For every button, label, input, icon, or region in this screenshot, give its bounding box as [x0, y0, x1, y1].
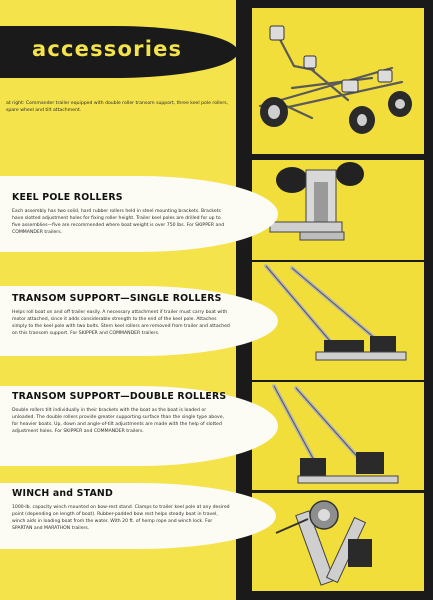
transom-double-rollers-heading: TRANSOM SUPPORT—DOUBLE ROLLERS [12, 391, 227, 402]
winch-illustration [252, 493, 424, 591]
keel-pole-rollers-photo [252, 160, 424, 260]
transom-single-rollers-text: Helps roll boat on and off trailer easily. A necessary attachment if trailer must carry boat with motor attached, since it adds considerable strength to the end of the keel pole. Attaches simply to the keel pole with two bolts. Stern keel rollers are removed from trailer and attached on this transom support. For SKIPPER and COMMANDER trailers. [12, 310, 230, 336]
keel-pole-rollers-text: Each assembly has two solid, hard rubber rollers held in steel mounting brackets. Brackets have slotted adjustment holes for fixing roller height. Trailer keel poles are drilled for up to five assemblies—five are recommended where boat weight is over 750 lbs. For SKIPPER and COMMANDER trailers. [12, 209, 225, 235]
double-roller-illustration [252, 382, 424, 490]
winch-and-stand-heading: WINCH and STAND [12, 488, 113, 499]
trailer-photo [252, 8, 424, 154]
winch-and-stand-photo [252, 493, 424, 591]
transom-double-rollers-text: Double rollers tilt individually in their brackets with the boat as the boat is loaded or unloaded. The double rollers provide greater supporting surface than the single type above, for heavier boats. Up, down and angle-of-tilt adjustments are made with the help of slotted adjustment holes. For SKIPPER and COMMANDER trailers. [12, 408, 225, 434]
keel-roller-illustration [252, 160, 424, 260]
keel-pole-rollers-heading: KEEL POLE ROLLERS [12, 192, 123, 203]
trailer-caption: at right: Commander trailer equipped with double roller transom support, three keel pole rollers, spare wheel and tilt attachment. [6, 101, 229, 114]
transom-single-rollers-heading: TRANSOM SUPPORT—SINGLE ROLLERS [12, 293, 222, 304]
trailer-illustration [252, 8, 424, 154]
winch-and-stand-text: 1000-lb. capacity winch mounted on bow-rest stand. Clamps to trailer keel pole at any desired point (depending on length of boat). Rubber-padded bow rest helps steady boat in travel, winch aids in loading boat from the water. With 20 ft. of hemp rope and winch lock. For SPARTAN and MARATHON trailers. [12, 505, 230, 531]
page-title: accessories [32, 37, 183, 61]
transom-double-rollers-photo [252, 382, 424, 490]
